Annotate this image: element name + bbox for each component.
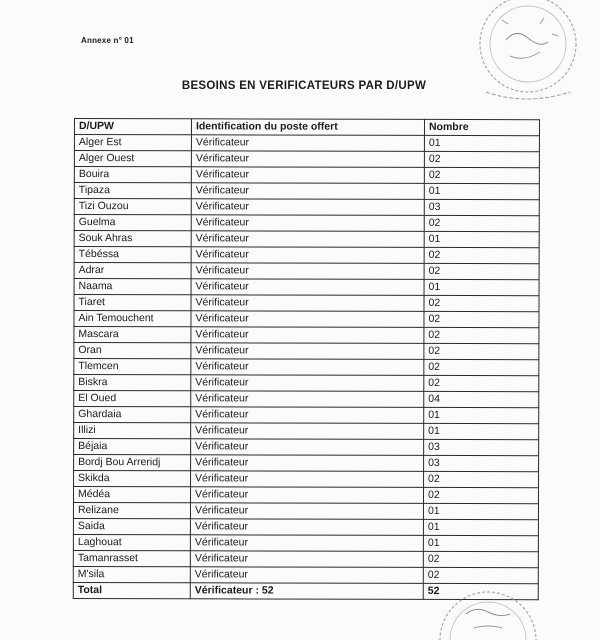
cell-upw: Relizane: [73, 503, 190, 519]
cell-nombre: 02: [424, 247, 539, 263]
table-row: [74, 247, 539, 264]
cell-poste: Vérificateur: [191, 167, 424, 184]
cell-upw: Béjaia: [74, 439, 191, 455]
cell-poste: Vérificateur: [191, 183, 424, 200]
table-row: [74, 375, 539, 392]
table-row: [74, 327, 539, 344]
cell-poste: Vérificateur: [191, 471, 424, 488]
cell-nombre: 02: [424, 295, 539, 311]
cell-upw: Adrar: [74, 263, 191, 279]
cell-upw: Naama: [74, 279, 191, 295]
cell-poste: Vérificateur: [190, 519, 423, 536]
table-row: [74, 151, 539, 168]
cell-nombre: 02: [424, 215, 539, 231]
cell-nombre: 02: [424, 167, 539, 183]
cell-nombre: 02: [424, 471, 539, 487]
cell-upw: Souk Ahras: [74, 231, 191, 247]
table-row: [73, 518, 538, 535]
cell-nombre: 03: [424, 455, 539, 471]
cell-poste: Vérificateur: [190, 535, 423, 552]
cell-poste: Vérificateur: [191, 359, 424, 376]
table-row: [74, 263, 539, 280]
table-row: [73, 534, 538, 551]
cell-upw: Saida: [73, 518, 190, 534]
cell-nombre: 02: [423, 551, 538, 567]
cell-nombre: 01: [424, 407, 539, 423]
cell-upw: Illizi: [74, 423, 191, 439]
cell-poste: Vérificateur: [191, 439, 424, 456]
cell-nombre: 04: [424, 391, 539, 407]
cell-poste: Vérificateur: [191, 391, 424, 408]
column-header-upw: D/UPW: [74, 119, 191, 135]
cell-nombre: 02: [423, 487, 538, 503]
cell-nombre: 02: [424, 311, 539, 327]
cell-poste: Vérificateur: [191, 151, 424, 168]
cell-poste: Vérificateur: [191, 135, 424, 152]
cell-poste: Vérificateur: [191, 311, 424, 328]
total-nombre: 52: [423, 583, 538, 599]
cell-upw: Tiaret: [74, 295, 191, 311]
table-row: [74, 359, 539, 376]
cell-upw: Tipaza: [74, 183, 191, 199]
column-header-poste: Identification du poste offert: [191, 119, 424, 136]
official-stamp-top: [466, 0, 586, 112]
cell-nombre: 01: [424, 231, 539, 247]
cell-upw: Alger Est: [74, 135, 191, 151]
column-header-nombre: Nombre: [424, 119, 539, 135]
table-row: [74, 279, 539, 296]
table-row: [74, 311, 539, 328]
cell-upw: El Oued: [74, 391, 191, 407]
cell-upw: Biskra: [74, 375, 191, 391]
table-row: [73, 487, 538, 504]
cell-nombre: 02: [424, 327, 539, 343]
cell-nombre: 01: [423, 535, 538, 551]
table-row: [74, 215, 539, 232]
cell-nombre: 01: [424, 423, 539, 439]
table-row: [74, 407, 539, 424]
verifiers-table: [73, 118, 540, 600]
cell-upw: Mascara: [74, 327, 191, 343]
cell-upw: Médéa: [73, 487, 190, 503]
table-row: [74, 439, 539, 456]
cell-upw: Laghouat: [73, 534, 190, 550]
cell-upw: Ghardaia: [74, 407, 191, 423]
cell-poste: Vérificateur: [191, 279, 424, 296]
cell-upw: Oran: [74, 343, 191, 359]
cell-poste: Vérificateur: [191, 231, 424, 248]
cell-poste: Vérificateur: [191, 199, 424, 216]
table-header-row: [74, 119, 539, 136]
cell-nombre: 02: [424, 343, 539, 359]
cell-poste: Vérificateur: [191, 215, 424, 232]
cell-nombre: 02: [424, 151, 539, 167]
cell-nombre: 02: [424, 359, 539, 375]
table-row: [73, 503, 538, 520]
table-row: [74, 455, 539, 472]
table-row: [74, 471, 539, 488]
cell-poste: Vérificateur: [191, 343, 424, 360]
cell-upw: Tébéssa: [74, 247, 191, 263]
table-row: [73, 550, 538, 567]
cell-poste: Vérificateur: [191, 295, 424, 312]
table-row: [74, 135, 539, 152]
cell-poste: Vérificateur: [190, 567, 423, 584]
page-title: BESOINS EN VERIFICATEURS PAR D/UPW: [181, 80, 427, 92]
cell-upw: Tlemcen: [74, 359, 191, 375]
cell-nombre: 01: [423, 519, 538, 535]
cell-nombre: 02: [424, 263, 539, 279]
cell-upw: Ain Temouchent: [74, 311, 191, 327]
cell-poste: Vérificateur: [191, 407, 424, 424]
cell-poste: Vérificateur: [191, 247, 424, 264]
total-poste: Vérificateur : 52: [190, 583, 423, 600]
table-row: [74, 343, 539, 360]
cell-poste: Vérificateur: [190, 503, 423, 520]
cell-nombre: 01: [424, 183, 539, 199]
cell-nombre: 01: [423, 503, 538, 519]
cell-nombre: 02: [423, 567, 538, 583]
cell-poste: Vérificateur: [191, 423, 424, 440]
total-label: Total: [73, 582, 190, 598]
cell-upw: Guelma: [74, 215, 191, 231]
table-row: [74, 199, 539, 216]
cell-nombre: 01: [424, 135, 539, 151]
cell-upw: Skikda: [74, 471, 191, 487]
table-row: [74, 295, 539, 312]
cell-poste: Vérificateur: [191, 327, 424, 344]
cell-poste: Vérificateur: [191, 455, 424, 472]
cell-nombre: 03: [424, 439, 539, 455]
cell-poste: Vérificateur: [190, 487, 423, 504]
cell-poste: Vérificateur: [190, 551, 423, 568]
table-row: [74, 167, 539, 184]
cell-upw: Tizi Ouzou: [74, 199, 191, 215]
cell-nombre: 01: [424, 279, 539, 295]
table-row: [74, 183, 539, 200]
official-stamp-bottom: [422, 580, 552, 640]
cell-upw: Bordj Bou Arreridj: [74, 455, 191, 471]
table-row: [74, 231, 539, 248]
cell-upw: M'sila: [73, 566, 190, 582]
cell-nombre: 03: [424, 199, 539, 215]
cell-upw: Alger Ouest: [74, 151, 191, 167]
table-row: [74, 423, 539, 440]
table-row: [74, 391, 539, 408]
cell-upw: Bouira: [74, 167, 191, 183]
cell-upw: Tamanrasset: [73, 550, 190, 566]
cell-nombre: 02: [424, 375, 539, 391]
cell-poste: Vérificateur: [191, 263, 424, 280]
cell-poste: Vérificateur: [191, 375, 424, 392]
annex-label: Annexe n° 01: [81, 36, 134, 45]
